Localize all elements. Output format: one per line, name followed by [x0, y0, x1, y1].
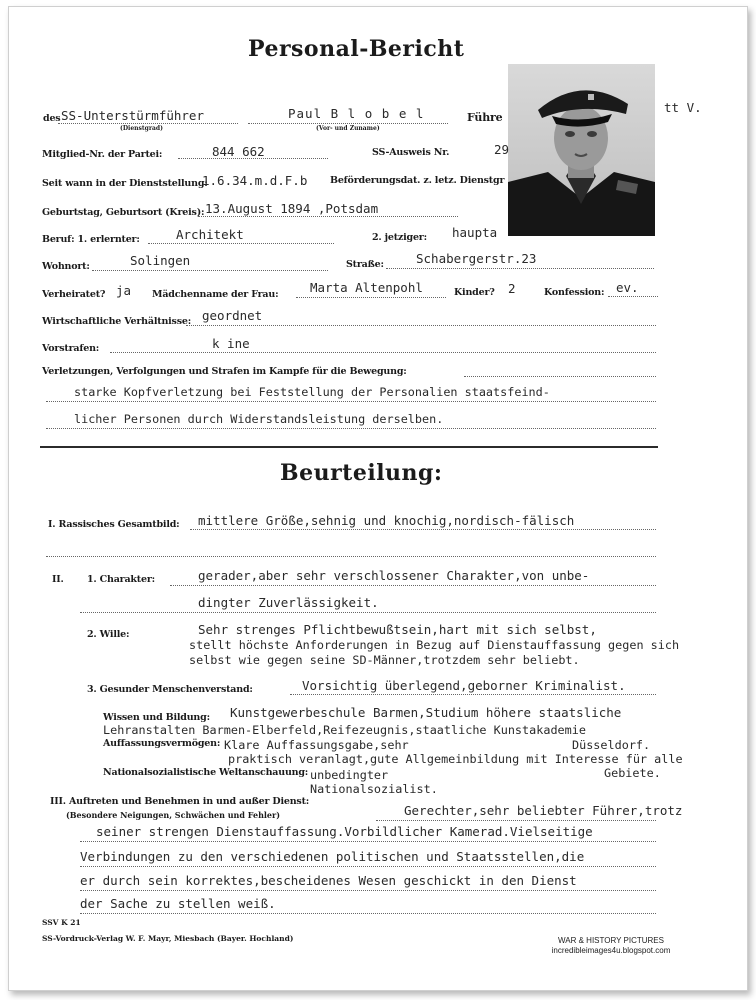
worldview-label: Nationalsozialistische Weltanschauung:: [103, 767, 309, 778]
conduct-text-line2: seiner strengen Dienstauffassung.Vorbildlicher Kamerad.Vielseitige: [96, 824, 593, 839]
name-dotted-line: [248, 123, 448, 124]
common-sense-dotted-line: [290, 694, 656, 695]
party-number-label: Mitglied-Nr. der Partei:: [42, 149, 163, 160]
racial-dotted-line: [190, 529, 656, 530]
birth-value: 13.August 1894 ,Potsdam: [205, 201, 379, 216]
conduct-dotted-line-1: [376, 820, 656, 821]
rank-caption: (Dienstgrad): [120, 125, 163, 132]
residence-dotted-line: [92, 270, 328, 271]
current-job-value: haupta: [452, 225, 498, 240]
conduct-text-line4: er durch sein korrektes,bescheidenes Wesen geschickt in den Dienst: [80, 873, 577, 888]
position-since-value: 1.6.34.m.d.F.b: [202, 173, 308, 188]
conduct-dotted-line-5: [80, 913, 656, 914]
will-text-line2: stellt höchste Anforderungen in Bezug auf Dienstauffassung gegen sich: [189, 638, 680, 652]
character-dotted-line-2: [80, 612, 656, 613]
name-value: Paul B l o b e l: [288, 106, 425, 121]
will-text-line3: selbst wie gegen seine SD-Männer,trotzdem sehr beliebt.: [189, 653, 580, 667]
rank-label: des: [43, 113, 61, 124]
maiden-name-value: Marta Altenpohl: [310, 280, 423, 295]
name-caption: (Vor- und Zuname): [316, 125, 380, 132]
assessment-heading: Beurteilung:: [280, 460, 443, 486]
portrait-photo: [508, 64, 655, 236]
perception-label: Auffassungsvermögen:: [103, 738, 221, 749]
rank-dotted-line: [58, 123, 238, 124]
conduct-text-line5: der Sache zu stellen weiß.: [80, 896, 276, 911]
document-title: Personal-Bericht: [248, 36, 465, 62]
knowledge-text-line1: Kunstgewerbeschule Barmen,Studium höhere staatsliche: [230, 705, 622, 720]
form-code: SSV K 21: [42, 918, 81, 927]
racial-image-label: I. Rassisches Gesamtbild:: [48, 519, 180, 530]
economic-value: geordnet: [202, 308, 263, 323]
racial-dotted-line-2: [46, 556, 656, 557]
conduct-caption: (Besondere Neigungen, Schwächen und Fehler): [66, 810, 281, 820]
maiden-dotted-line: [296, 297, 446, 298]
residence-label: Wohnort:: [42, 261, 90, 272]
rank-value: SS-Unterstürmführer: [61, 108, 204, 123]
street-value: Schabergerstr.23: [416, 251, 537, 266]
criminal-record-value: k ine: [212, 336, 250, 351]
street-label: Straße:: [346, 259, 384, 270]
injuries-text-line1: starke Kopfverletzung bei Feststellung der Personalien staatsfeind-: [74, 385, 550, 399]
watermark-url: incredibleimages4u.blogspot.com: [551, 946, 671, 955]
married-value: ja: [116, 283, 132, 298]
children-label: Kinder?: [454, 287, 495, 298]
uniformed-man-portrait: [508, 64, 655, 236]
character-dotted-line-1: [170, 585, 656, 586]
perception-text-line1-end: Düsseldorf.: [572, 738, 651, 752]
will-label: 2. Wille:: [87, 629, 130, 640]
form-publisher: SS-Vordruck-Verlag W. F. Mayr, Miesbach (Bayer. Hochland): [42, 934, 294, 943]
confession-label: Konfession:: [544, 287, 605, 298]
profession-label: Beruf: 1. erlernter:: [42, 234, 140, 245]
injuries-label: Verletzungen, Verfolgungen und Strafen im Kampfe für die Bewegung:: [42, 366, 407, 377]
current-job-label: 2. jetziger:: [372, 232, 427, 243]
knowledge-text-line2: Lehranstalten Barmen-Elberfeld,Reifezeugnis,staatliche Kunstakademie: [103, 723, 586, 737]
common-sense-label: 3. Gesunder Menschenverstand:: [87, 684, 253, 695]
ss-id-value: 29: [494, 142, 510, 157]
criminal-record-label: Vorstrafen:: [42, 343, 100, 354]
section-divider: [40, 446, 658, 448]
conduct-text-line3: Verbindungen zu den verschiedenen politischen und Staatsstellen,die: [80, 849, 585, 864]
conduct-label: III. Auftreten und Benehmen in und außer Dienst:: [50, 796, 310, 807]
watermark-title: WAR & HISTORY PICTURES: [558, 936, 664, 945]
character-text-line2: dingter Zuverlässigkeit.: [198, 595, 379, 610]
perception-text-line2: praktisch veranlagt,gute Allgemeinbildung mit Interesse für alle: [228, 752, 683, 766]
maiden-name-label: Mädchenname der Frau:: [152, 289, 279, 300]
record-dotted-line: [110, 352, 656, 353]
fuehrer-unit-tail: tt V.: [664, 100, 702, 115]
character-text-line1: gerader,aber sehr verschlossener Charakter,von unbe-: [198, 568, 590, 583]
ss-id-label: SS-Ausweis Nr.: [372, 147, 450, 158]
confession-dotted-line: [608, 296, 658, 297]
common-sense-value: Vorsichtig überlegend,geborner Kriminalist.: [302, 678, 626, 693]
conduct-dotted-line-2: [80, 841, 656, 842]
injuries-text-line2: licher Personen durch Widerstandsleistung derselben.: [74, 412, 444, 426]
injuries-dotted-line: [464, 376, 656, 377]
conduct-dotted-line-4: [80, 890, 656, 891]
profession-dotted-line: [148, 243, 334, 244]
section-two-number: II.: [52, 574, 64, 585]
promotion-date-label: Beförderungsdat. z. letz. Dienstgr: [330, 175, 505, 186]
worldview-text-line1-end: Gebiete.: [604, 766, 661, 780]
residence-value: Solingen: [130, 253, 191, 268]
conduct-text-line1: Gerechter,sehr beliebter Führer,trotz: [404, 803, 683, 818]
birth-label: Geburtstag, Geburtsort (Kreis):: [42, 207, 205, 218]
injuries-dotted-line-1: [46, 401, 656, 402]
economic-dotted-line: [186, 325, 656, 326]
character-label: 1. Charakter:: [87, 574, 155, 585]
birth-dotted-line: [198, 216, 458, 217]
confession-value: ev.: [616, 280, 639, 295]
knowledge-label: Wissen und Bildung:: [103, 712, 210, 723]
injuries-dotted-line-2: [46, 428, 656, 429]
perception-text-line1: Klare Auffassungsgabe,sehr: [224, 738, 409, 752]
children-value: 2: [508, 281, 516, 296]
racial-image-value: mittlere Größe,sehnig und knochig,nordisch-fälisch: [198, 513, 575, 528]
conduct-dotted-line-3: [80, 866, 656, 867]
economic-label: Wirtschaftliche Verhältnisse:: [42, 316, 192, 327]
profession-value: Architekt: [176, 227, 244, 242]
married-label: Verheiratet?: [42, 289, 106, 300]
worldview-text-line1: unbedingter: [310, 768, 389, 782]
street-dotted-line: [386, 268, 654, 269]
worldview-text-line2: Nationalsozialist.: [310, 782, 438, 796]
party-dotted-line: [178, 158, 328, 159]
party-number-value: 844 662: [212, 144, 265, 159]
position-since-label: Seit wann in der Dienststellung:: [42, 178, 208, 189]
fuehrer-label: Führe: [467, 111, 503, 124]
will-text-line1: Sehr strenges Pflichtbewußtsein,hart mit sich selbst,: [198, 622, 597, 637]
